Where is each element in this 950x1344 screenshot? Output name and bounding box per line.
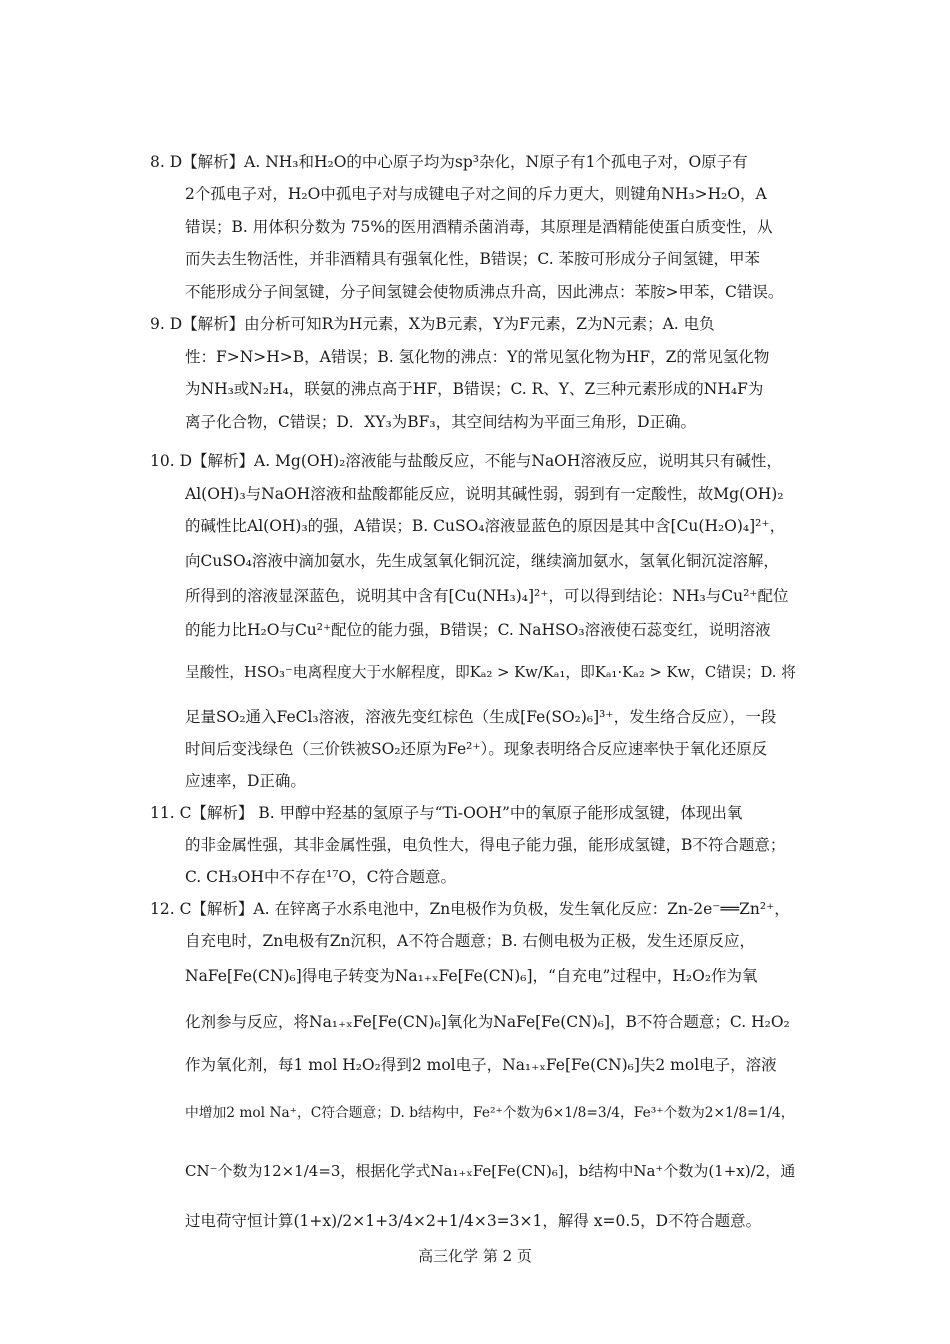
page-footer: 高三化学 第 2 页 [418, 1247, 532, 1265]
text-line: 应速率，D正确。 [185, 772, 306, 790]
text-line: 自充电时，Zn电极有Zn沉积，A不符合题意；B. 右侧电极为正极，发生还原反应， [185, 932, 755, 950]
text-line: 作为氧化剂，每1 mol H₂O₂得到2 mol电子，Na₁₊ₓFe[Fe(CN)₆]失2 mol电子，溶液 [185, 1056, 777, 1074]
text-line: 9. D【解析】由分析可知R为H元素，X为B元素，Y为F元素，Z为N元素；A. 电负 [150, 315, 715, 333]
text-line: 12. C【解析】A. 在锌离子水系电池中，Zn电极作为负极，发生氧化反应：Zn-2e⁻══Zn²⁺， [150, 900, 790, 918]
text-line: 不能形成分子间氢键，分子间氢键会使物质沸点升高，因此沸点：苯胺>甲苯，C错误。 [185, 283, 784, 301]
text-line: 为NH₃或N₂H₄，联氨的沸点高于HF，B错误；C. R、Y、Z三种元素形成的NH₄F为 [185, 380, 764, 398]
text-line: 性：F>N>H>B，A错误；B. 氢化物的沸点：Y的常见氢化物为HF，Z的常见氢化物 [185, 348, 770, 366]
text-line: NaFe[Fe(CN)₆]得电子转变为Na₁₊ₓFe[Fe(CN)₆]，“自充电”过程中，H₂O₂作为氧 [185, 967, 758, 985]
text-line: 错误；B. 用体积分数为 75%的医用酒精杀菌消毒，其原理是酒精能使蛋白质变性，从 [185, 218, 773, 236]
text-line: 的非金属性强，其非金属性强，电负性大，得电子能力强，能形成氢键，B不符合题意； [185, 836, 786, 854]
text-line: 10. D【解析】A. Mg(OH)₂溶液能与盐酸反应，不能与NaOH溶液反应，说明其只有碱性， [150, 452, 782, 470]
text-line: 8. D【解析】A. NH₃和H₂O的中心原子均为sp³杂化，N原子有1个孤电子对，O原子有 [150, 153, 748, 171]
text-line: 11. C【解析】 B. 甲醇中羟基的氢原子与“Ti-OOH”中的氧原子能形成氢键，体现出氧 [150, 804, 743, 822]
text-line: 所得到的溶液显深蓝色，说明其中含有[Cu(NH₃)₄]²⁺，可以得到结论：NH₃与Cu²⁺配位 [185, 587, 789, 605]
text-line: 向CuSO₄溶液中滴加氨水，先生成氢氧化铜沉淀，继续滴加氨水，氢氧化铜沉淀溶解， [185, 552, 779, 570]
text-line: C. CH₃OH中不存在¹⁷O，C符合题意。 [185, 868, 456, 886]
text-line: CN⁻个数为12×1/4=3，根据化学式Na₁₊ₓFe[Fe(CN)₆]，b结构中Na⁺个数为(1+x)/2，通 [185, 1162, 796, 1180]
text-line: 足量SO₂通入FeCl₃溶液，溶液先变红棕色（生成[Fe(SO₂)₆]³⁺，发生络合反应），一段 [185, 708, 777, 726]
text-line: 离子化合物，C错误；D．XY₃为BF₃，其空间结构为平面三角形，D正确。 [185, 413, 697, 431]
text-line: 的能力比H₂O与Cu²⁺配位的能力强，B错误；C. NaHSO₃溶液使石蕊变红，说明溶液 [185, 621, 771, 639]
text-line: 而失去生物活性，并非酒精具有强氧化性，B错误；C. 苯胺可形成分子间氢键，甲苯 [185, 250, 761, 268]
text-line: 化剂参与反应，将Na₁₊ₓFe[Fe(CN)₆]氧化为NaFe[Fe(CN)₆]，B不符合题意；C. H₂O₂ [185, 1013, 790, 1031]
text-line: 呈酸性，HSO₃⁻电离程度大于水解程度，即Kₐ₂ > Kw/Kₐ₁，即Kₐ₁·Kₐ₂ > Kw，C错误；D. 将 [185, 664, 796, 681]
text-line: 时间后变浅绿色（三价铁被SO₂还原为Fe²⁺）。现象表明络合反应速率快于氧化还原反 [185, 740, 768, 758]
text-line: 的碱性比Al(OH)₃的强，A错误；B. CuSO₄溶液显蓝色的原因是其中含[Cu(H₂O)₄]²⁺， [185, 517, 786, 535]
text-line: 中增加2 mol Na⁺，C符合题意；D. b结构中，Fe²⁺个数为6×1/8=3/4，Fe³⁺个数为2×1/8=1/4， [185, 1105, 795, 1121]
text-line: 过电荷守恒计算(1+x)/2×1+3/4×2+1/4×3=3×1，解得 x=0.5，D不符合题意。 [185, 1212, 762, 1230]
text-line: 2个孤电子对，H₂O中孤电子对与成键电子对之间的斥力更大，则键角NH₃>H₂O，A [185, 185, 767, 203]
text-line: Al(OH)₃与NaOH溶液和盐酸都能反应，说明其碱性弱，弱到有一定酸性，故Mg(OH)₂ [185, 485, 784, 503]
